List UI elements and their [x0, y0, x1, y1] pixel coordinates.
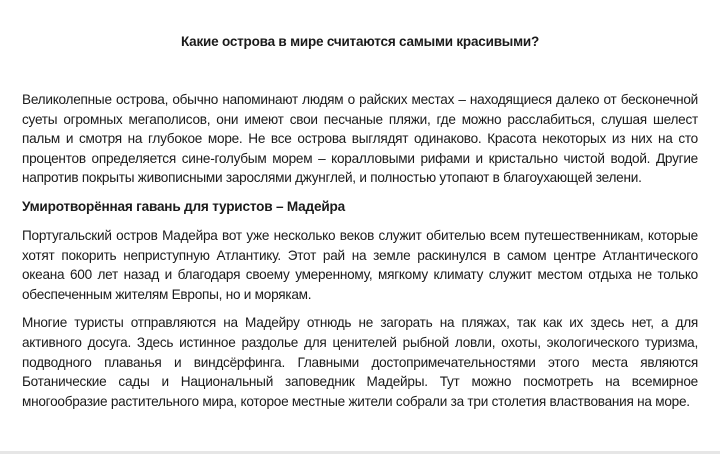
intro-paragraph: Великолепные острова, обычно напоминают людям о райских местах – находящиеся далеко от бесконечной суеты огромных мегаполисов, они имеют свои песчаные пляжи, где можно расслабиться, слушая шелест пальм и смотря на глубокое море. Не все острова выглядят одинаково. Красота некоторых из них на сто процентов определяется сине-голубым морем – коралловыми рифами и кристально чистой водой. Другие напротив покрыты живописными зарослями джунглей, и полностью утопают в благоухающей зелени. — [22, 92, 698, 186]
section-heading: Умиротворённая гавань для туристов – Мадейра — [22, 198, 345, 214]
paragraph: Многие туристы отправляются на Мадейру отнюдь не загорать на пляжах, так как их здесь нет, а для активного досуга. Здесь истинное раздолье для ценителей рыбной ловли, охоты, экологического туризма, подводного плаванья и виндсёрфинга. Главными достопримечательностями этого места являются Ботанические сады и Национальный заповедник Мадейры. Тут можно посмотреть на всемирное многообразие растительного мира, которое местные жители собрали за три столетия властвования на море. — [22, 315, 698, 409]
paragraph: Португальский остров Мадейра вот уже несколько веков служит обителью всем путешественникам, которые хотят покорить неприступную Атлантику. Этот рай на земле раскинулся в самом центре Атлантического океана 600 лет назад и благодаря своему умеренному, мягкому климату служит местом отдыха не только обеспеченным жителям Европы, но и морякам. — [22, 227, 698, 302]
document-title: Какие острова в мире считаются самыми красивыми? — [180, 34, 540, 49]
document-body — [22, 90, 698, 420]
